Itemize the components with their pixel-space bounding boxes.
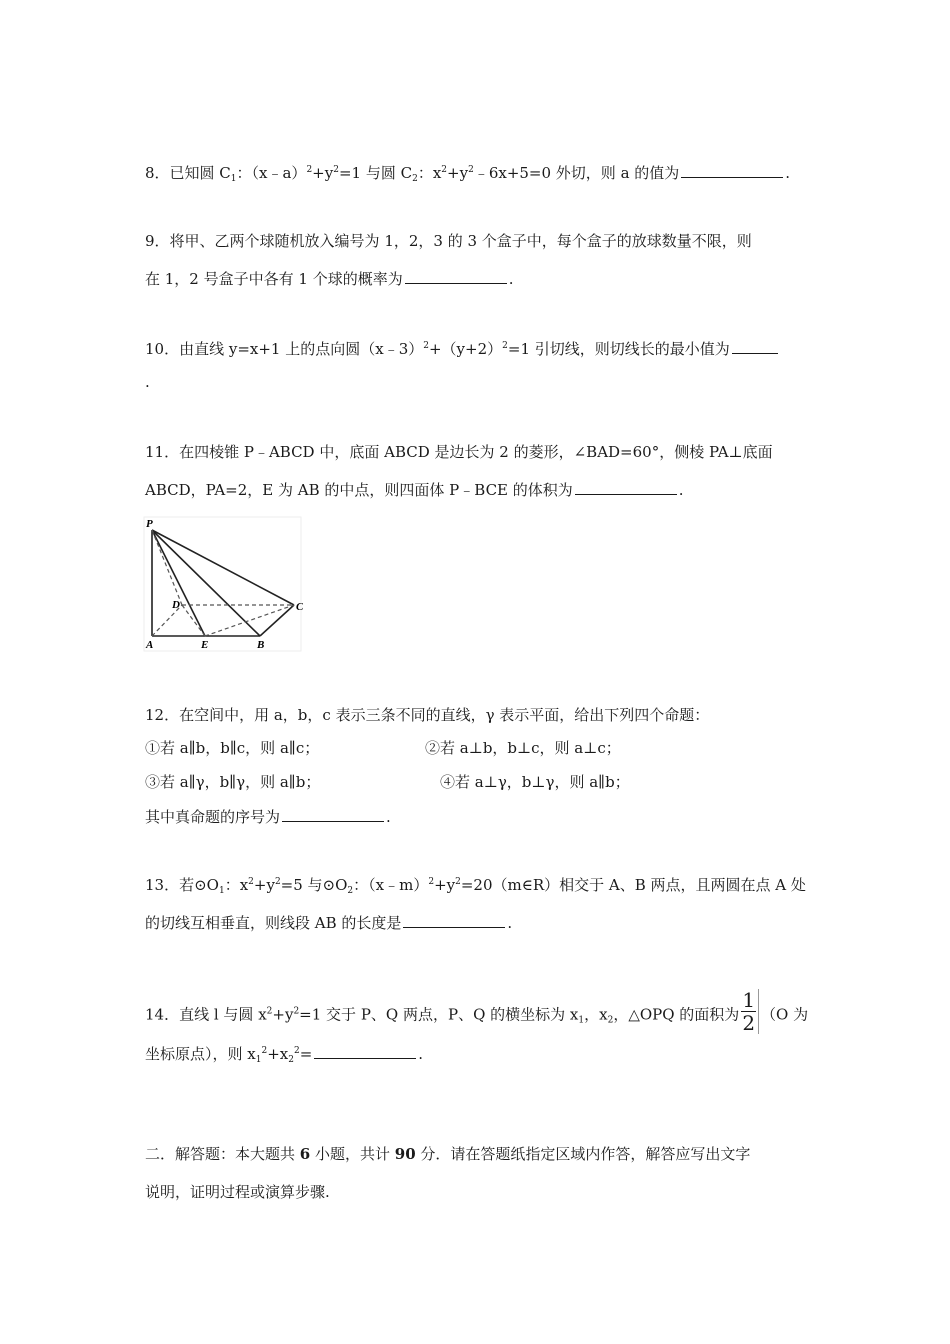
q13-end: .: [507, 914, 513, 932]
q14-text: +y: [272, 1005, 294, 1024]
q12-option-1: ①若 a∥b，b∥c，则 a∥c；: [145, 739, 320, 757]
section-2-heading: [145, 1144, 750, 1164]
q13-text: ：（x﹣m）: [353, 876, 429, 894]
q8-text: ﹣6x+5=0 外切，则 a 的值为: [473, 164, 680, 182]
q8-text: ：x: [417, 164, 442, 182]
question-12-line-1: 12．在空间中，用 a，b，c 表示三条不同的直线，γ 表示平面，给出下列四个命题：: [145, 706, 710, 724]
section-2-count: 6: [299, 1145, 311, 1163]
q8-sub: 2: [412, 174, 418, 184]
pyramid-figure: [143, 516, 303, 654]
q14-text: =: [299, 1045, 313, 1063]
q11-text: ABCD，PA=2，E 为 AB 的中点，则四面体 P﹣BCE 的体积为: [145, 481, 573, 499]
label-B: B: [257, 639, 265, 651]
q14-sup: 2: [293, 1006, 300, 1017]
q8-sup: 2: [333, 165, 339, 175]
fraction-numerator: 1: [742, 988, 756, 1012]
answer-blank[interactable]: [282, 806, 384, 822]
q8-text: +y: [447, 164, 469, 182]
q12-end: .: [386, 808, 391, 826]
question-12-options-3: [145, 772, 320, 792]
q8-text: 8．已知圆 C: [145, 164, 231, 182]
q10-text: 10．由直线 y=x+1 上的点向圆（x﹣3）: [145, 340, 424, 358]
figure-frame: [144, 517, 301, 651]
q14-sup: 2: [266, 1006, 273, 1017]
q13-text: +y: [253, 876, 275, 894]
fraction-one-half: [741, 989, 759, 1034]
answer-blank[interactable]: [405, 268, 507, 284]
q14-text: =1 交于 P、Q 两点，P、Q 的横坐标为 x: [299, 1005, 579, 1024]
q13-text: +y: [434, 876, 456, 894]
q8-end: .: [785, 164, 791, 182]
q14-sub: 2: [288, 1055, 294, 1065]
q13-text: 13．若⊙O: [145, 876, 219, 894]
question-12-line-4: [145, 806, 391, 827]
q14-text: +x: [267, 1045, 289, 1063]
question-12-options-4: [440, 772, 630, 792]
q13-sup: 2: [428, 877, 435, 887]
q13-sup: 2: [248, 877, 254, 887]
answer-blank[interactable]: [403, 912, 505, 928]
q11-end: .: [678, 481, 684, 499]
question-11-line-2: [145, 479, 684, 500]
q13-sup: 2: [274, 877, 281, 887]
q14-sub: 1: [578, 1015, 585, 1026]
answer-blank[interactable]: [732, 338, 778, 354]
q14-sup: 2: [293, 1046, 300, 1056]
label-D: D: [172, 599, 180, 611]
answer-blank[interactable]: [681, 162, 783, 178]
question-10-line-1: [145, 338, 780, 359]
answer-blank[interactable]: [575, 479, 677, 495]
question-11-line-1: 11．在四棱锥 P﹣ABCD 中，底面 ABCD 是边长为 2 的菱形，∠BAD=60°，侧棱 PA⊥底面: [145, 443, 773, 461]
q8-text: ：（x﹣a）: [236, 164, 307, 182]
label-A: A: [146, 639, 154, 651]
q13-sub: 1: [218, 886, 225, 896]
q13-text: 的切线互相垂直，则线段 AB 的长度是: [145, 914, 402, 932]
q13-text: ：x: [224, 876, 249, 894]
q10-sup: 2: [502, 341, 508, 351]
q12-option-2: ②若 a⊥b，b⊥c，则 a⊥c；: [425, 739, 621, 757]
label-P: P: [146, 518, 153, 530]
q10-text: +（y+2）: [428, 340, 503, 358]
question-9-line-1: 9．将甲、乙两个球随机放入编号为 1，2，3 的 3 个盒子中，每个盒子的放球数量不限，则: [145, 232, 752, 250]
q14-text: 14．直线 l 与圆 x: [145, 1005, 267, 1024]
q14-sup: 2: [261, 1046, 268, 1056]
question-12-options-1: [145, 738, 319, 758]
label-C: C: [296, 601, 303, 613]
q13-sup: 2: [455, 877, 461, 887]
fraction-denominator: 2: [742, 1011, 756, 1035]
q14-text: 坐标原点），则 x: [145, 1045, 256, 1063]
q8-sup: 2: [468, 165, 474, 175]
q12-option-4: ④若 a⊥γ，b⊥γ，则 a∥b；: [440, 773, 630, 791]
q13-sub: 2: [347, 886, 354, 896]
q9-text: 在 1，2 号盒子中各有 1 个球的概率为: [145, 270, 403, 288]
question-9-line-2: [145, 268, 514, 289]
question-12-options-2: [425, 738, 621, 758]
q14-text: ，x: [584, 1005, 608, 1024]
section-2-points: 90: [394, 1145, 416, 1163]
question-10-line-2: .: [145, 373, 150, 391]
q14-sub: 1: [255, 1055, 262, 1065]
q8-text: =1 与圆 C: [338, 164, 413, 182]
q9-end: .: [508, 270, 514, 288]
q14-text: ，△OPQ 的面积为: [613, 1005, 740, 1024]
section-2-text: 二．解答题：本大题共: [145, 1145, 300, 1163]
q10-text: =1 引切线，则切线长的最小值为: [507, 340, 730, 358]
question-14-line-2: [145, 1043, 423, 1064]
section-2-text: 小题，共计: [310, 1145, 395, 1163]
q14-sub: 2: [607, 1015, 614, 1026]
q13-text: =20（m∈R）相交于 A、B 两点，且两圆在点 A 处: [460, 876, 806, 894]
section-2-line-2: 说明，证明过程或演算步骤.: [145, 1183, 330, 1201]
q8-sup: 2: [306, 165, 313, 175]
q12-text: 其中真命题的序号为: [145, 808, 281, 826]
q10-sup: 2: [423, 341, 429, 351]
label-E: E: [201, 639, 209, 651]
q13-text: =5 与⊙O: [280, 876, 348, 894]
q14-text: （O 为: [761, 1005, 809, 1024]
q12-option-3: ③若 a∥γ，b∥γ，则 a∥b；: [145, 773, 321, 791]
question-8: [145, 162, 790, 183]
q14-end: .: [418, 1045, 424, 1063]
q8-text: +y: [312, 164, 334, 182]
question-13-line-2: [145, 912, 512, 933]
q8-sub: 1: [230, 174, 237, 184]
question-14-line-1: [145, 988, 809, 1038]
answer-blank[interactable]: [314, 1043, 416, 1059]
question-13-line-1: [145, 875, 806, 895]
section-2-text: 分．请在答题纸指定区域内作答，解答应写出文字: [415, 1145, 751, 1163]
q8-sup: 2: [441, 165, 448, 175]
